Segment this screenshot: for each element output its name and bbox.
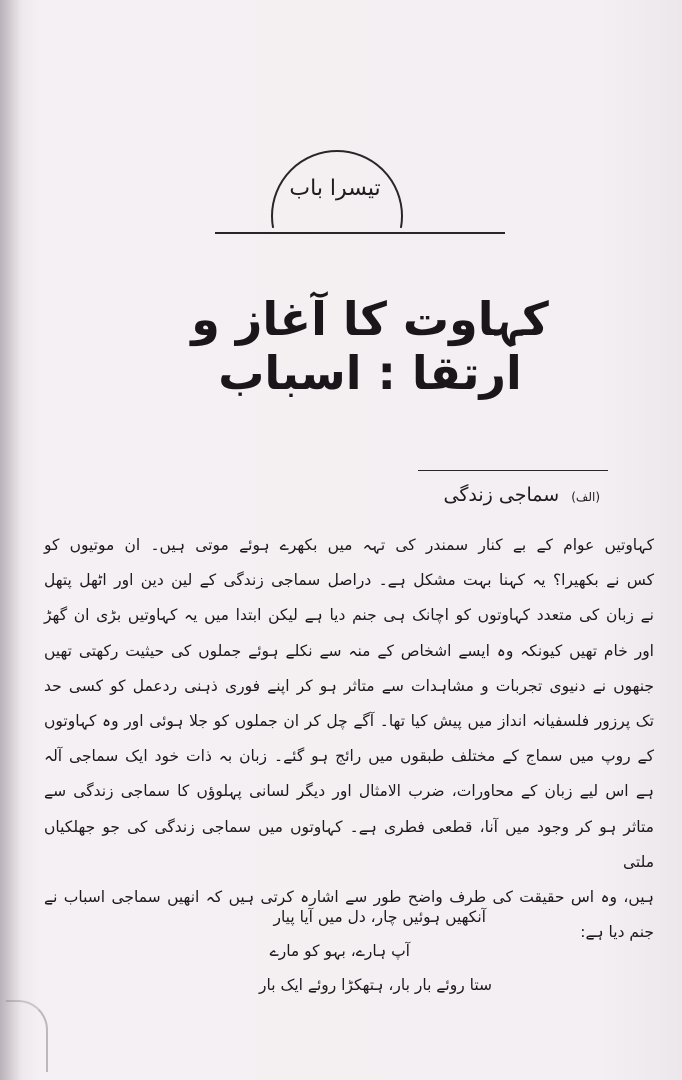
paragraph-line: جنھوں نے دنیوی تجربات و مشاہدات سے متاثر ہو کر اپنے فوری ذہنی ردعمل کو کسی حد — [44, 676, 654, 695]
paragraph-line: نے زبان کی متعدد کہاوتوں کو اچانک ہی جنم دیا ہے لیکن ابتدا میں یہ کہاوتیں بڑی ان گھڑ — [44, 606, 654, 625]
badge-baseline-rule — [215, 232, 505, 234]
paragraph-line: کے روپ میں سماج کے مختلف طبقوں میں رائج ہو گئے۔ زبان بہ ذات خود ایک سماجی آلہ — [44, 747, 654, 766]
badge-arc-ornament — [271, 150, 403, 282]
verse-line: آپ ہارے، بہو کو مارے — [269, 942, 410, 960]
page-corner-fold — [6, 1000, 48, 1072]
paragraph-line: کس نے بکھیرا؟ یہ کہنا بہت مشکل ہے۔ دراصل سماجی زندگی کے لین دین اور اٹھل پتھل — [44, 571, 654, 590]
verse-line: ستا روئے بار بار، ہتھکڑا روئے ایک بار — [259, 976, 492, 994]
page-spine-shadow — [0, 0, 22, 1080]
paragraph-line: ہے اس لیے زبان کے محاورات، ضرب الامثال اور دیگر لسانی پہلوؤں کا سماجی زندگی سے — [44, 782, 654, 801]
paragraph-line: کہاوتیں عوام کے بے کنار سمندر کی تہہ میں بکھرے ہوئے موتی ہیں۔ ان موتیوں کو — [44, 536, 654, 554]
paragraph-line: اور خام تھیں کیونکہ وہ ایسے اشخاص کے منہ سے نکلے ہوئے جملوں کی حیثیت رکھتی تھیں — [44, 641, 654, 660]
section-heading-text — [444, 484, 600, 506]
section-heading — [418, 470, 608, 520]
paragraph-line: تک پرزور فلسفیانہ انداز میں پیش کیا تھا۔ آگے چل کر ان جملوں کو جلا ہوئی اور وہ کہاوتوں — [44, 712, 654, 731]
chapter-title: کہاوت کا آغاز و ارتقا : اسباب — [191, 292, 549, 400]
section-heading-rule — [418, 470, 608, 471]
body-paragraph — [44, 528, 654, 950]
paragraph-line: جنم دیا ہے: — [580, 923, 654, 942]
section-title: سماجی زندگی — [443, 484, 560, 506]
section-prefix: (الف) — [571, 490, 600, 504]
chapter-number-label: تیسرا باب — [289, 176, 381, 201]
paragraph-line: ہیں، وہ اس حقیقت کی طرف واضح طور سے اشارہ کرتی ہیں کہ انھیں سماجی اسباب نے — [44, 888, 654, 907]
verse-line: آنکھیں ہوئیں چار، دل میں آیا پیار — [273, 908, 486, 926]
chapter-number-badge — [215, 150, 505, 236]
paragraph-line: متاثر ہو کر وجود میں آنا، قطعی فطری ہے۔ کہاوتوں میں سماجی زندگی کی جو جھلکیاں ملتی — [44, 817, 654, 871]
proverb-verse-block — [200, 900, 500, 1002]
